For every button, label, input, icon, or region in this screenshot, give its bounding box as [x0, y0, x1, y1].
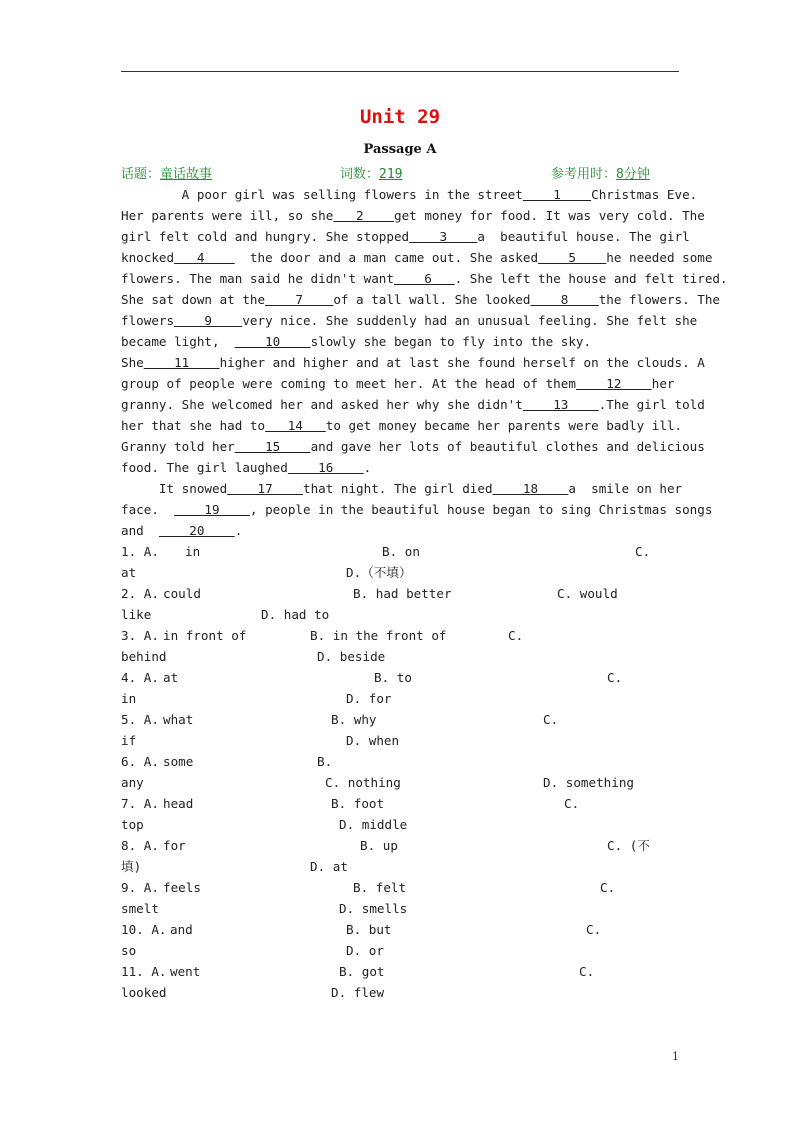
- question-number: 2. A.: [121, 586, 159, 601]
- blank-11: 11: [143, 355, 220, 370]
- option-d: D. middle: [339, 817, 408, 832]
- topic-meta: [121, 163, 212, 182]
- passage-line: [121, 331, 681, 352]
- option-d: D. or: [346, 943, 384, 958]
- passage-text: food. The girl laughed: [121, 460, 288, 475]
- option-c-text: smelt: [121, 901, 159, 916]
- question-number: 6. A.: [121, 754, 159, 769]
- passage-line: [121, 226, 690, 247]
- option-b: B. to: [374, 670, 412, 685]
- blank-1: 1: [522, 187, 592, 202]
- option-b: B. on: [382, 544, 420, 559]
- option-c: C.: [508, 628, 524, 643]
- option-a: for: [163, 838, 186, 853]
- option-d: D.（不填）: [346, 565, 412, 580]
- passage-line: [121, 457, 681, 478]
- option-a: what: [163, 712, 194, 727]
- passage-text: .: [234, 523, 243, 538]
- passage-title: Passage A: [363, 142, 437, 157]
- question-8: [121, 835, 681, 856]
- passage-line: [121, 352, 705, 373]
- option-c-text: if: [121, 733, 137, 748]
- question-number: 9. A.: [121, 880, 159, 895]
- passage-text: flowers. The man said he didn't want: [121, 271, 394, 286]
- question-9: [121, 877, 681, 898]
- option-d: D. when: [346, 733, 400, 748]
- option-c: C.: [586, 922, 602, 937]
- option-b: B. up: [360, 838, 398, 853]
- passage-text: girl felt cold and hungry. She stopped: [121, 229, 410, 244]
- topic-label: 话题：: [121, 167, 161, 182]
- blank-2: 2: [333, 208, 394, 223]
- passage-line: [121, 184, 698, 205]
- question-10-cont: [121, 940, 681, 961]
- passage-line: [121, 520, 681, 541]
- option-d: D. beside: [317, 649, 386, 664]
- option-c: C.: [564, 796, 580, 811]
- option-d: D. at: [310, 859, 348, 874]
- question-5-cont: [121, 730, 681, 751]
- question-11: [121, 961, 681, 982]
- option-d: D. flew: [331, 985, 385, 1000]
- question-number: 11. A.: [121, 964, 167, 979]
- option-a: some: [163, 754, 194, 769]
- question-11-cont: [121, 982, 681, 1003]
- question-9-cont: [121, 898, 681, 919]
- passage-text: higher and higher and at last she found herself on the clouds. A: [219, 355, 705, 370]
- blank-4: 4: [174, 250, 235, 265]
- blank-10: 10: [234, 334, 311, 349]
- blank-7: 7: [265, 292, 334, 307]
- option-d: D. smells: [339, 901, 408, 916]
- word-count-value: 219: [379, 167, 403, 182]
- option-c-text: top: [121, 817, 144, 832]
- question-3: [121, 625, 681, 646]
- passage-text: her that she had to: [121, 418, 266, 433]
- passage-text: and gave her lots of beautiful clothes and delicious: [310, 439, 705, 454]
- unit-title: Unit 29: [359, 106, 441, 128]
- time-label: 参考用时：: [551, 167, 617, 182]
- passage-text: that night. The girl died: [302, 481, 493, 496]
- blank-5: 5: [538, 250, 607, 265]
- passage-text: flowers: [121, 313, 175, 328]
- passage-line: [121, 247, 713, 268]
- option-d: D. for: [346, 691, 392, 706]
- passage-text: knocked: [121, 250, 175, 265]
- topic-value: 童话故事: [160, 167, 213, 182]
- passage-line: [121, 436, 705, 457]
- question-1: [121, 541, 681, 562]
- blank-14: 14: [265, 418, 326, 433]
- question-2: [121, 583, 681, 604]
- option-d: D. had to: [261, 607, 330, 622]
- passage-line: [121, 394, 705, 415]
- passage-text: slowly she began to fly into the sky.: [310, 334, 592, 349]
- option-c-text: so: [121, 943, 137, 958]
- option-a: went: [170, 964, 201, 979]
- blank-8: 8: [530, 292, 599, 307]
- word-count-meta: [340, 163, 403, 182]
- option-a: in: [185, 544, 201, 559]
- question-3-cont: [121, 646, 681, 667]
- time-value: 8分钟: [616, 167, 650, 182]
- option-b: B. foot: [331, 796, 385, 811]
- passage-line: [121, 499, 713, 520]
- blank-9: 9: [174, 313, 243, 328]
- passage-text: the flowers. The: [598, 292, 721, 307]
- blank-13: 13: [522, 397, 599, 412]
- passage-line: [121, 289, 721, 310]
- passage-text: and: [121, 523, 159, 538]
- passage-text: Granny told her: [121, 439, 235, 454]
- question-10: [121, 919, 681, 940]
- passage-text: Her parents were ill, so she: [121, 208, 334, 223]
- question-4: [121, 667, 681, 688]
- blank-3: 3: [409, 229, 478, 244]
- option-c: C.: [579, 964, 595, 979]
- passage-text: granny. She welcomed her and asked her why she didn't: [121, 397, 523, 412]
- blank-17: 17: [227, 481, 303, 496]
- blank-6: 6: [393, 271, 455, 286]
- passage-text: It snowed: [121, 481, 228, 496]
- option-c-text: behind: [121, 649, 167, 664]
- question-4-cont: [121, 688, 681, 709]
- passage-text: . She left the house and felt tired.: [454, 271, 728, 286]
- question-6-cont: [121, 772, 681, 793]
- passage-line: [121, 478, 681, 499]
- question-7-cont: [121, 814, 681, 835]
- option-c-text: in: [121, 691, 137, 706]
- passage-line: [121, 415, 681, 436]
- passage-line: [121, 373, 681, 394]
- blank-15: 15: [234, 439, 311, 454]
- question-number: 8. A.: [121, 838, 159, 853]
- option-a: and: [170, 922, 193, 937]
- option-c: C.: [635, 544, 651, 559]
- passage-text: very nice. She suddenly had an unusual feeling. She felt she: [242, 313, 698, 328]
- blank-19: 19: [174, 502, 250, 517]
- passage-text: became light,: [121, 334, 235, 349]
- passage-text: get money for food. It was very cold. The: [393, 208, 705, 223]
- option-c: C.: [543, 712, 559, 727]
- passage-line: [121, 268, 728, 289]
- passage-text: Christmas Eve.: [591, 187, 698, 202]
- header-rule: [121, 71, 679, 72]
- passage-text: a beautiful house. The girl: [477, 229, 690, 244]
- option-c: C.: [607, 670, 623, 685]
- question-2-cont: [121, 604, 681, 625]
- passage-text: he needed some: [606, 250, 713, 265]
- page-number: 1: [672, 1050, 679, 1063]
- option-c: C. would: [557, 586, 618, 601]
- option-b-text: any: [121, 775, 144, 790]
- blank-16: 16: [287, 460, 364, 475]
- passage-text: , people in the beautiful house began to sing Christmas songs: [249, 502, 713, 517]
- passage-text: .: [363, 460, 372, 475]
- option-a: in front of: [163, 628, 247, 643]
- passage-text: to get money became her parents were badly ill.: [325, 418, 683, 433]
- question-5: [121, 709, 681, 730]
- option-c-text: looked: [121, 985, 167, 1000]
- passage-text: .The girl told: [598, 397, 705, 412]
- option-b: B. in the front of: [310, 628, 447, 643]
- passage-text: her: [651, 376, 675, 391]
- passage-text: She: [121, 355, 144, 370]
- passage-text: face.: [121, 502, 175, 517]
- passage-line: [121, 310, 698, 331]
- option-a: head: [163, 796, 194, 811]
- passage-body: [121, 184, 728, 1003]
- option-a: at: [163, 670, 179, 685]
- passage-text: A poor girl was selling flowers in the street: [121, 187, 523, 202]
- option-a: feels: [163, 880, 201, 895]
- question-number: 5. A.: [121, 712, 159, 727]
- word-count-label: 词数：: [340, 167, 380, 182]
- option-b: B. had better: [353, 586, 452, 601]
- question-8-cont: [121, 856, 681, 877]
- passage-text: She sat down at the: [121, 292, 266, 307]
- passage-line: [121, 205, 705, 226]
- question-1-cont: [121, 562, 681, 583]
- passage-text: a smile on her: [568, 481, 683, 496]
- question-number: 1. A.: [121, 544, 159, 559]
- option-c: C. nothing: [325, 775, 401, 790]
- time-meta: [551, 163, 650, 182]
- passage-text: the door and a man came out. She asked: [234, 250, 539, 265]
- option-a: could: [163, 586, 201, 601]
- question-number: 10. A.: [121, 922, 167, 937]
- question-7: [121, 793, 681, 814]
- option-c-text: 填): [121, 859, 142, 874]
- blank-12: 12: [575, 376, 652, 391]
- option-b: B. why: [331, 712, 377, 727]
- option-c: C. (不: [607, 838, 650, 853]
- question-number: 3. A.: [121, 628, 159, 643]
- option-b: B. got: [339, 964, 385, 979]
- blank-20: 20: [158, 523, 235, 538]
- option-c-text: at: [121, 565, 137, 580]
- passage-text: of a tall wall. She looked: [333, 292, 531, 307]
- option-d: D. something: [543, 775, 634, 790]
- question-6: [121, 751, 681, 772]
- question-number: 7. A.: [121, 796, 159, 811]
- option-b: B.: [317, 754, 333, 769]
- option-b: B. but: [346, 922, 392, 937]
- passage-text: group of people were coming to meet her. At the head of them: [121, 376, 576, 391]
- option-c-text: like: [121, 607, 152, 622]
- question-number: 4. A.: [121, 670, 159, 685]
- option-c: C.: [600, 880, 616, 895]
- option-b: B. felt: [353, 880, 407, 895]
- blank-18: 18: [492, 481, 569, 496]
